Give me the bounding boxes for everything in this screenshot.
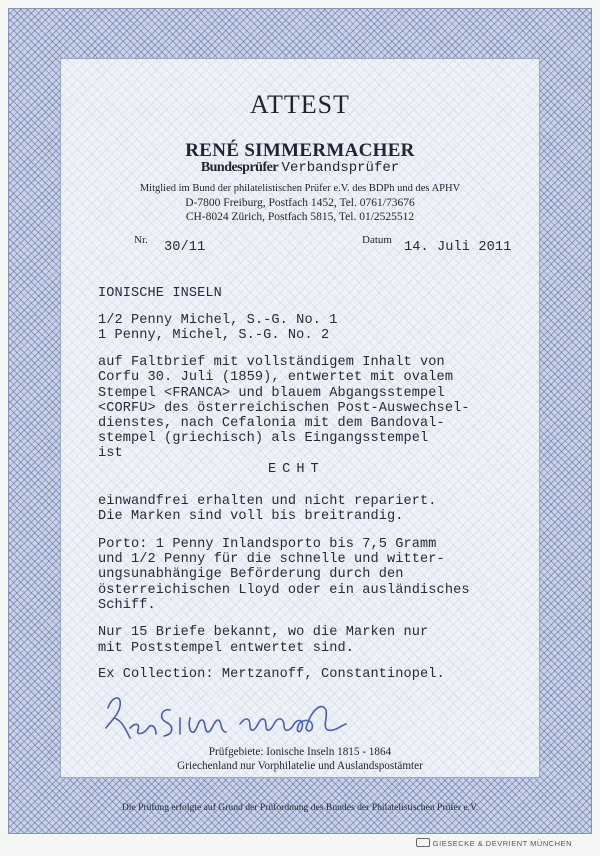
address-freiburg: D-7800 Freiburg, Postfach 1452, Tel. 0761/73676 <box>185 197 415 209</box>
condition-line-1: einwandfrei erhalten und nicht repariert. <box>98 494 437 509</box>
expert-role: Verbandsprüfer <box>281 160 400 176</box>
provenance-line: Ex Collection: Mertzanoff, Constantinopel. <box>98 667 445 682</box>
description-line-5: dienstes, nach Cefalonia mit dem Bandoval- <box>98 416 445 431</box>
exam-fields-line-2: Griechenland nur Vorphilatelie und Auslandspostämter <box>177 760 423 772</box>
porto-line-5: Schiff. <box>98 598 156 613</box>
printer-logo-icon <box>416 838 430 847</box>
description-line-1: auf Faltbrief mit vollständigem Inhalt von <box>98 355 445 370</box>
stamp-line-1: 1/2 Penny Michel, S.-G. No. 1 <box>98 313 338 328</box>
description-line-6: stempel (griechisch) als Eingangsstempel <box>98 431 429 446</box>
known-line-1: Nur 15 Briefe bekannt, wo die Marken nur <box>98 625 429 640</box>
printer-imprint <box>416 838 572 848</box>
membership-line: Mitglied im Bund der philatelistischen Prüfer e.V. des BDPh und des APHV <box>139 183 461 194</box>
porto-line-3: ungsunabhängige Beförderung durch den <box>98 567 404 582</box>
condition-line-2: Die Marken sind voll bis breitrandig. <box>98 509 404 524</box>
address-zurich: CH-8024 Zürich, Postfach 5815, Tel. 01/2525512 <box>185 211 415 223</box>
description-line-7: ist <box>98 446 123 461</box>
echt-word: ECHT <box>268 462 325 477</box>
certificate-title: ATTEST <box>250 90 350 119</box>
expert-name: RENÉ SIMMERMACHER <box>185 140 415 161</box>
certificate-date: 14. Juli 2011 <box>404 240 512 255</box>
known-line-2: mit Poststempel entwertet sind. <box>98 641 354 656</box>
date-label: Datum <box>362 234 392 246</box>
porto-line-1: Porto: 1 Penny Inlandsporto bis 7,5 Gramm <box>98 537 437 552</box>
description-line-4: <CORFU> des österreichischen Post-Auswechsel- <box>98 401 470 416</box>
certificate-number: 30/11 <box>164 240 206 255</box>
printer-name: GIESECKE & DEVRIENT MÜNCHEN <box>432 839 572 848</box>
description-line-3: Stempel <FRANCA> und blauem Abgangsstempel <box>98 386 445 401</box>
signature <box>100 688 360 748</box>
stamp-line-2: 1 Penny, Michel, S.-G. No. 2 <box>98 328 330 343</box>
description-line-2: Corfu 30. Juli (1859), entwertet mit ovalem <box>98 370 454 385</box>
expert-role-line <box>0 160 600 176</box>
exam-fields-line-1: Prüfgebiete: Ionische Inseln 1815 - 1864 <box>208 746 392 758</box>
porto-line-2: und 1/2 Penny für die schnelle und witter- <box>98 552 445 567</box>
number-label: Nr. <box>134 234 148 246</box>
legal-footer: Die Prüfung erfolgte auf Grund der Prüfordnung des Bundes der Philatelistischen Prüfer e.V. <box>121 802 479 813</box>
expert-prefix: Bundesprüfer <box>200 160 279 175</box>
porto-line-4: österreichischen Lloyd oder ein ausländisches <box>98 583 470 598</box>
region: IONISCHE INSELN <box>98 286 222 301</box>
